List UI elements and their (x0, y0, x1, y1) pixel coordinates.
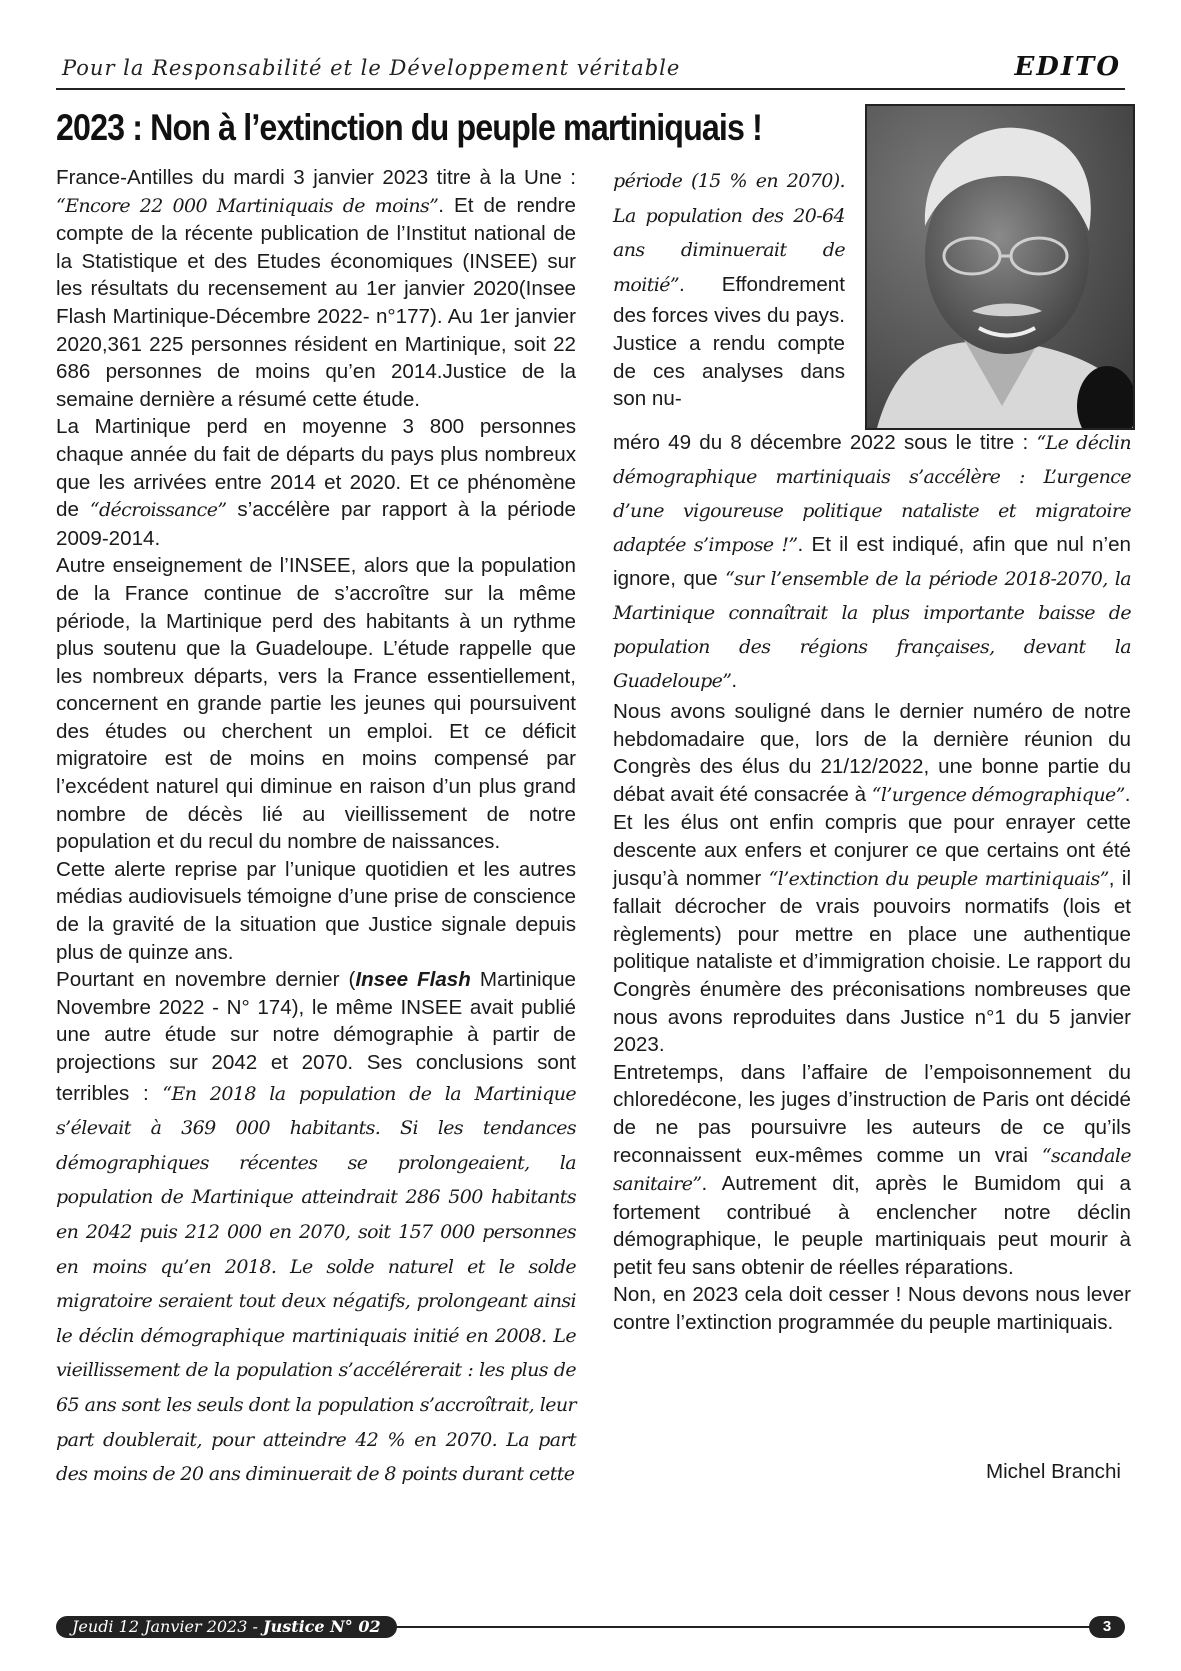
quote: “l’urgence démographique” (871, 783, 1125, 806)
paragraph (613, 1059, 1131, 1282)
quote: “En 2018 la population de la Martinique s’élevait à 369 000 habitants. Si les tendances démographiques récentes se prolongeaient, la population de Martinique atteindrait 286 500 habitants en 2042 puis 212 000 en 2070, soit 157 000 personnes en moins qu’en 2018. Le solde naturel et le solde migratoire seraient tout deux négatifs, prolongeant ainsi le déclin démographique martiniquais initié en 2008. Le vieillissement de la population s’accélérerait : les plus de 65 ans sont les seuls dont la population s’accroîtrait, leur part doublerait, pour atteindre 42 % en 2070. La part des moins de 20 ans diminuerait de 8 points durant cette (56, 1082, 576, 1486)
text: France-Antilles du mardi 3 janvier 2023 titre à la Une : (56, 166, 576, 189)
paragraph (56, 966, 576, 1492)
footer-issue: Justice N° 02 (263, 1617, 381, 1636)
paragraph (613, 164, 845, 413)
footer-rule (356, 1626, 1095, 1628)
section-label: EDITO (1014, 52, 1121, 82)
paragraph (613, 809, 1131, 1058)
paragraph: Non, en 2023 cela doit cesser ! Nous devons nous lever contre l’extinction programmée du peuple martiniquais. (613, 1283, 1131, 1335)
footer-date: Jeudi 12 Janvier 2023 - (72, 1617, 263, 1636)
text: , il fallait décrocher de vrais pouvoirs normatifs (lois et règlements) pour mettre en place une authentique politique nataliste et d’immigration choisie. Le rapport du Congrès énumère des préconisations nombreuses que nous avons reproduites dans Justice n°1 du 5 janvier 2023. (613, 866, 1132, 1057)
paragraph (56, 164, 576, 413)
header-rule (56, 88, 1125, 90)
page-number: 3 (1089, 1616, 1125, 1638)
paragraph (56, 413, 576, 552)
article-column-right (613, 426, 1131, 1337)
quote: “Le déclin démographique martiniquais s’accélère : L’urgence d’une vigoureuse politique nataliste et migratoire adaptée s’impose !” (613, 432, 1131, 556)
quote: “Encore 22 000 Martiniquais de moins” (56, 194, 439, 217)
author-signature: Michel Branchi (985, 1460, 1121, 1483)
text: Nous avons souligné dans le dernier numéro de notre hebdomadaire que, lors de la dernière réunion du Congrès des élus du 21/12/2022, une bonne partie du débat avait été consacrée à (613, 700, 1131, 806)
text: Martinique Novembre 2022 - N° 174), le même INSEE avait publié une autre étude sur notre démographie à partir de projections sur 2042 et 2070. Ses conclusions sont terribles : (56, 968, 576, 1105)
article-headline: 2023 : Non à l’extinction du peuple martiniquais ! (56, 107, 762, 148)
paragraph: Autre enseignement de l’INSEE, alors que la population de la France continue de s’accroître sur la même période, la Martinique perd des habitants à un rythme plus soutenu que la Guadeloupe. L’étude rappelle que les nombreux départs, vers la France essentiellement, concernent en grande partie les jeunes qui poursuivent des études ou cherchent un emploi. Et ce déficit migratoire est de moins en moins compensé par l’excédent naturel qui diminue en raison d’un plus grand nombre de décès lié au vieillissement de notre population et du recul du nombre de naissances. (56, 554, 576, 854)
text: . (1124, 782, 1131, 806)
paragraph (613, 698, 1131, 809)
author-photo (865, 104, 1135, 430)
paragraph: Cette alerte reprise par l’unique quotidien et les autres médias audiovisuels témoigne d’une prise de conscience de la gravité de la situation que Justice signale depuis plus de quinze ans. (56, 857, 576, 964)
quote: “décroissance” (89, 499, 227, 522)
source-name: Insee Flash (355, 968, 471, 992)
text: . Et il est indiqué, afin que nul n’en ignore, que (613, 533, 1131, 590)
text: Et les élus ont enfin compris que pour enrayer cette descente aux enfers et conjurer ce que certains ont été jusqu’à nommer (613, 811, 1131, 890)
quote: “l’extinction du peuple martiniquais” (768, 867, 1109, 890)
footer-issue-label (56, 1616, 397, 1638)
quote: “sur l’ensemble de la période 2018-2070, la Martinique connaîtrait la plus importante baisse de population des régions françaises, devant la Guadeloupe” (613, 568, 1132, 692)
text: . Autrement dit, après le Bumidom qui a fortement contribué à enclencher notre déclin démographique, le peuple martiniquais peut mourir à petit feu sans obtenir de réelles réparations. (613, 1172, 1131, 1279)
text: . Et de rendre compte de la récente publication de l’Institut national de la Statistique et des Etudes économiques (INSEE) sur les résultats du recensement au 1er janvier 2020(Insee Flash Martinique-Décembre 2022- n°177). Au 1er janvier 2020,361 225 personnes résident en Martinique, soit 22 686 personnes de moins qu’en 2014.Justice de la semaine dernière a résumé cette étude. (56, 193, 576, 411)
quote: “scandale sanitaire” (613, 1144, 1131, 1196)
article-column-right-top (613, 164, 845, 413)
article-column-left (56, 164, 576, 1492)
text: . Effondrement des forces vives du pays. Justice a rendu compte de ces analyses dans son nu- (613, 272, 845, 411)
text: La Martinique perd en moyenne 3 800 personnes chaque année du fait de départs du pays plus nombreux que les arrivées entre 2014 et 2020. Et ce phénomène de (56, 415, 576, 522)
header-tagline: Pour la Responsabilité et le Développement véritable (62, 56, 681, 80)
quote: période (15 % en 2070). La population des 20-64 ans diminuerait de moitié” (613, 170, 845, 296)
text: méro 49 du 8 décembre 2022 sous le titre : (613, 431, 1037, 454)
text: s’accélère par rapport à la période 2009-2014. (56, 498, 576, 550)
running-header (56, 50, 1121, 90)
page-footer (56, 1616, 1125, 1640)
text: Pourtant en novembre dernier ( (56, 968, 356, 992)
text: . (731, 669, 738, 692)
text: Entretemps, dans l’affaire de l’empoisonnement du chloredécone, les juges d’instruction de Paris ont décidé de ne pas poursuivre les auteurs de ce qu’ils reconnaissent eux-mêmes comme un vrai (613, 1060, 1131, 1167)
paragraph (613, 426, 1131, 698)
